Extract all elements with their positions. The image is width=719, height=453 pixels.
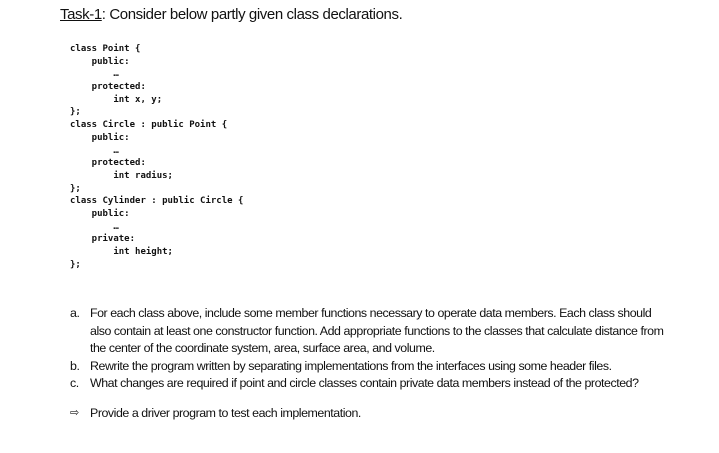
right-arrow-icon: ⇨ [70,406,79,419]
question-label: a. [70,306,80,320]
task-description: Consider below partly given class declarations. [105,6,403,23]
task-title [60,6,402,23]
question-label: c. [70,376,79,391]
code-line: … [70,221,119,232]
question-text: Rewrite the program written by separating implementations from the interfaces using some header files. [90,358,612,373]
code-line: … [70,69,119,80]
question-item [70,305,670,358]
code-line: }; [70,183,81,194]
code-line: int radius; [70,170,173,181]
code-line: protected: [70,82,146,93]
code-line: class Point { [70,44,141,54]
driver-text: Provide a driver program to test each implementation. [90,405,361,420]
code-line: … [70,145,119,156]
question-text: What changes are required if point and circle classes contain private data members instead of the protected? [90,376,639,391]
question-item [70,375,670,393]
code-line: public: [70,132,130,143]
code-line: protected: [70,158,146,169]
code-line: }; [70,107,81,118]
driver-note [70,405,670,423]
code-line: int height; [70,247,173,257]
code-line: class Circle : public Point { [70,120,228,131]
code-line: private: [70,234,136,245]
question-label: b. [70,358,80,373]
question-item [70,358,670,376]
code-line: public: [70,208,130,219]
question-list [70,305,670,423]
code-line: public: [70,56,130,67]
task-colon: : [101,6,106,23]
code-block [70,43,243,271]
question-text: For each class above, include some member functions necessary to operate data members. Each class should also contain at least one constructor function. Add appropriate functions to the classes that calculate distance from the center of the coordinate system, area, surface area, and volume. [90,306,664,356]
code-line: }; [70,259,81,270]
code-line: int x, y; [70,94,163,105]
code-line: class Cylinder : public Circle { [70,196,244,207]
task-label: Task-1 [60,6,102,23]
